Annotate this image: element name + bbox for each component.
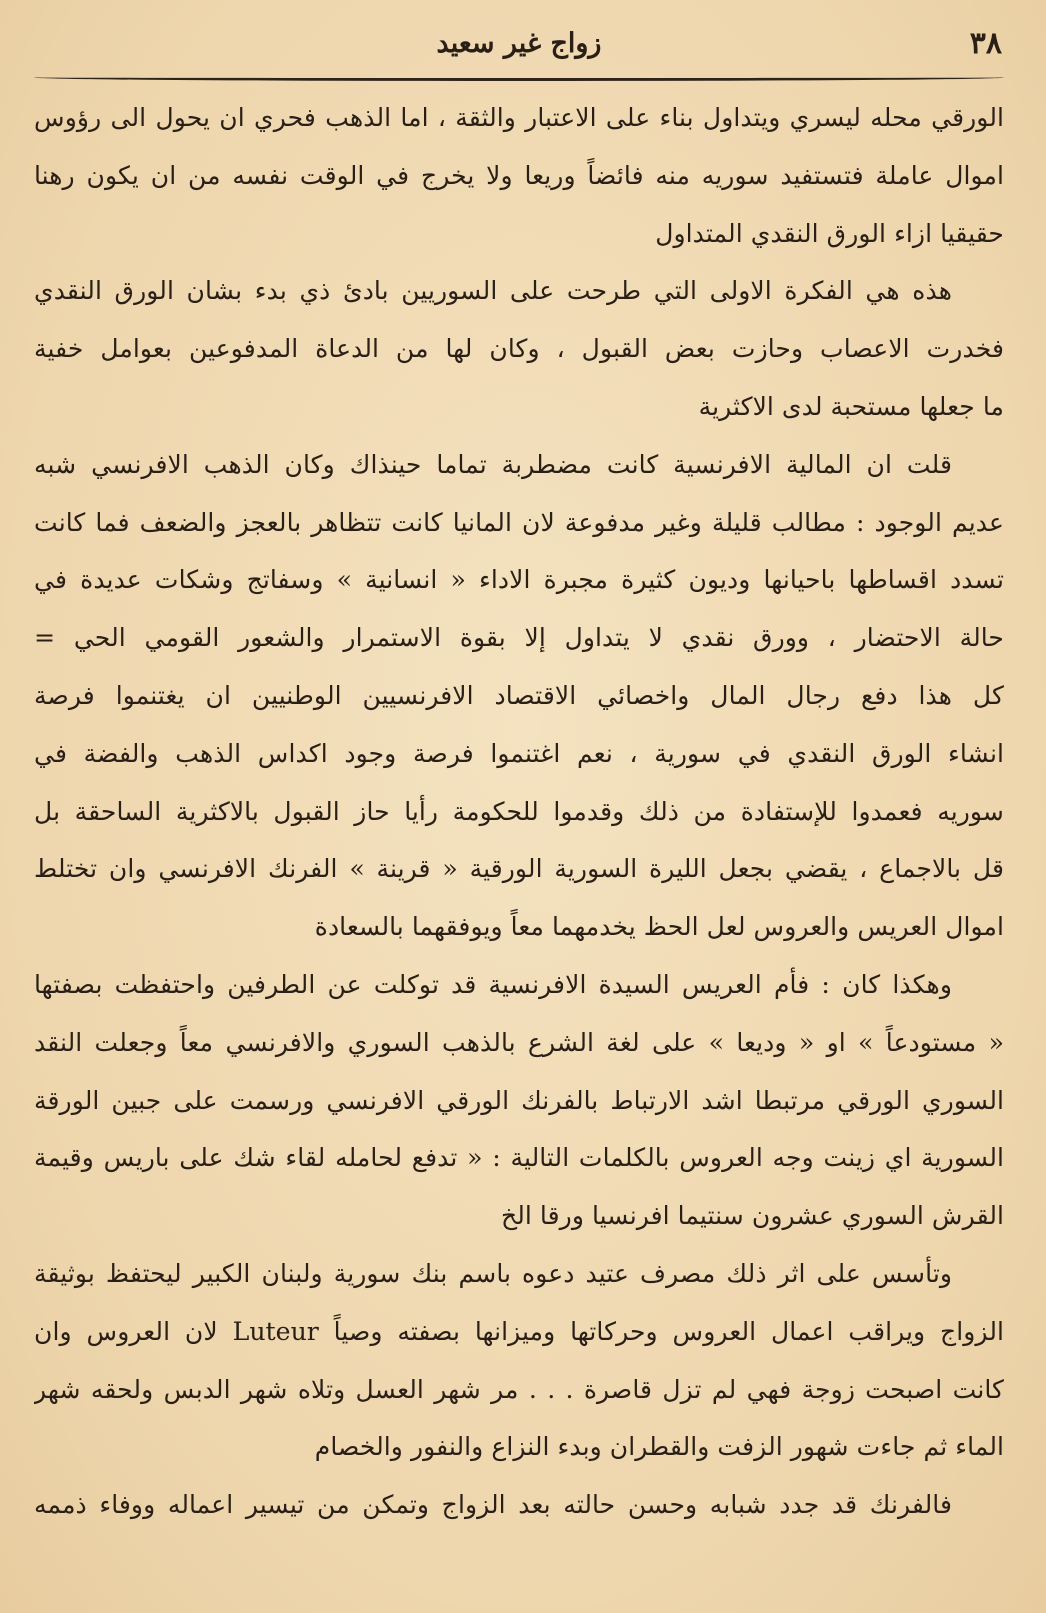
text-line: « مستودعاً » او « وديعا » على لغة الشرع بالذهب السوري والافرنسي معاً وجعلت النقد — [34, 1027, 1004, 1057]
text-line: ما جعلها مستحبة لدى الاكثرية — [698, 391, 1004, 421]
body-text — [34, 89, 1004, 1534]
text-line: وهكذا كان : فأم العريس السيدة الافرنسية قد توكلت عن الطرفين واحتفظت بصفتها — [34, 969, 952, 999]
text-line: كل هذا دفع رجال المال واخصائي الاقتصاد الافرنسيين الوطنيين ان يغتنموا فرصة — [34, 680, 1004, 710]
text-line: فخدرت الاعصاب وحازت بعض القبول ، وكان لها من الدعاة المدفوعين بعوامل خفية — [34, 334, 1004, 364]
text-line: اموال العريس والعروس لعل الحظ يخدمهما معاً ويوفقهما بالسعادة — [314, 912, 1004, 942]
text-line: عديم الوجود : مطالب قليلة وغير مدفوعة لان المانيا كانت تتظاهر بالعجز والضعف فما كانت — [34, 507, 1004, 537]
page-number: ٣٨ — [969, 26, 1002, 61]
text-line: فالفرنك قد جدد شبابه وحسن حالته بعد الزواج وتمكن من تيسير اعماله ووفاء ذممه — [34, 1490, 952, 1520]
text-line: قلت ان المالية الافرنسية كانت مضطربة تماما حينذاك وكان الذهب الافرنسي شبه — [34, 449, 952, 479]
text-line: انشاء الورق النقدي في سورية ، نعم اغتنموا فرصة وجود اكداس الذهب والفضة في — [34, 738, 1004, 768]
book-page — [34, 22, 1004, 1597]
text-line: كانت اصبحت زوجة فهي لم تزل قاصرة . . . مر شهر العسل وتلاه شهر الدبس ولحقه شهر — [34, 1374, 1004, 1404]
text-line: السوري الورقي مرتبطا اشد الارتباط بالفرنك الورقي الافرنسي ورسمت على جبين الورقة — [34, 1085, 1004, 1115]
header-rule — [34, 74, 1004, 81]
text-line: وتأسس على اثر ذلك مصرف عتيد دعوه باسم بنك سورية ولبنان الكبير ليحتفظ بوثيقة — [34, 1258, 952, 1288]
text-line: حقيقيا ازاء الورق النقدي المتداول — [655, 218, 1004, 248]
text-line: تسدد اقساطها باحيانها وديون كثيرة مجبرة الاداء « انسانية » وسفاتج وشكات عديدة في — [34, 565, 1004, 595]
text-line: قل بالاجماع ، يقضي بجعل الليرة السورية الورقية « قرينة » الفرنك الافرنسي وان تختلط — [34, 854, 1004, 884]
text-line: الماء ثم جاءت شهور الزفت والقطران وبدء النزاع والنفور والخصام — [314, 1432, 1004, 1462]
text-line: الورقي محله ليسري ويتداول بناء على الاعتبار والثقة ، اما الذهب فحري ان يحول الى رؤوس — [34, 103, 1004, 132]
page-header — [34, 22, 1004, 64]
text-line: هذه هي الفكرة الاولى التي طرحت على السوريين بادئ ذي بدء بشان الورق النقدي — [34, 276, 952, 306]
text-line: الزواج ويراقب اعمال العروس وحركاتها وميزانها بصفته وصياً Luteur لان العروس وان — [34, 1316, 1004, 1346]
text-line: سوريه فعمدوا للإستفادة من ذلك وقدموا للحكومة رأيا حاز القبول بالاكثرية الساحقة بل — [34, 796, 1004, 826]
text-line: حالة الاحتضار ، وورق نقدي لا يتداول إلا بقوة الاستمرار والشعور القومي الحي = — [34, 623, 1004, 653]
running-title: زواج غير سعيد — [436, 27, 602, 59]
text-line: اموال عاملة فتستفيد سوريه منه فائضاً وريعا ولا يخرج في الوقت نفسه من ان يكون رهنا — [34, 160, 1004, 190]
text-line: القرش السوري عشرون سنتيما افرنسيا ورقا الخ — [501, 1201, 1004, 1231]
text-line: السورية اي زينت وجه العروس بالكلمات التالية : « تدفع لحامله لقاء شك على باريس وقيمة — [34, 1143, 1004, 1173]
